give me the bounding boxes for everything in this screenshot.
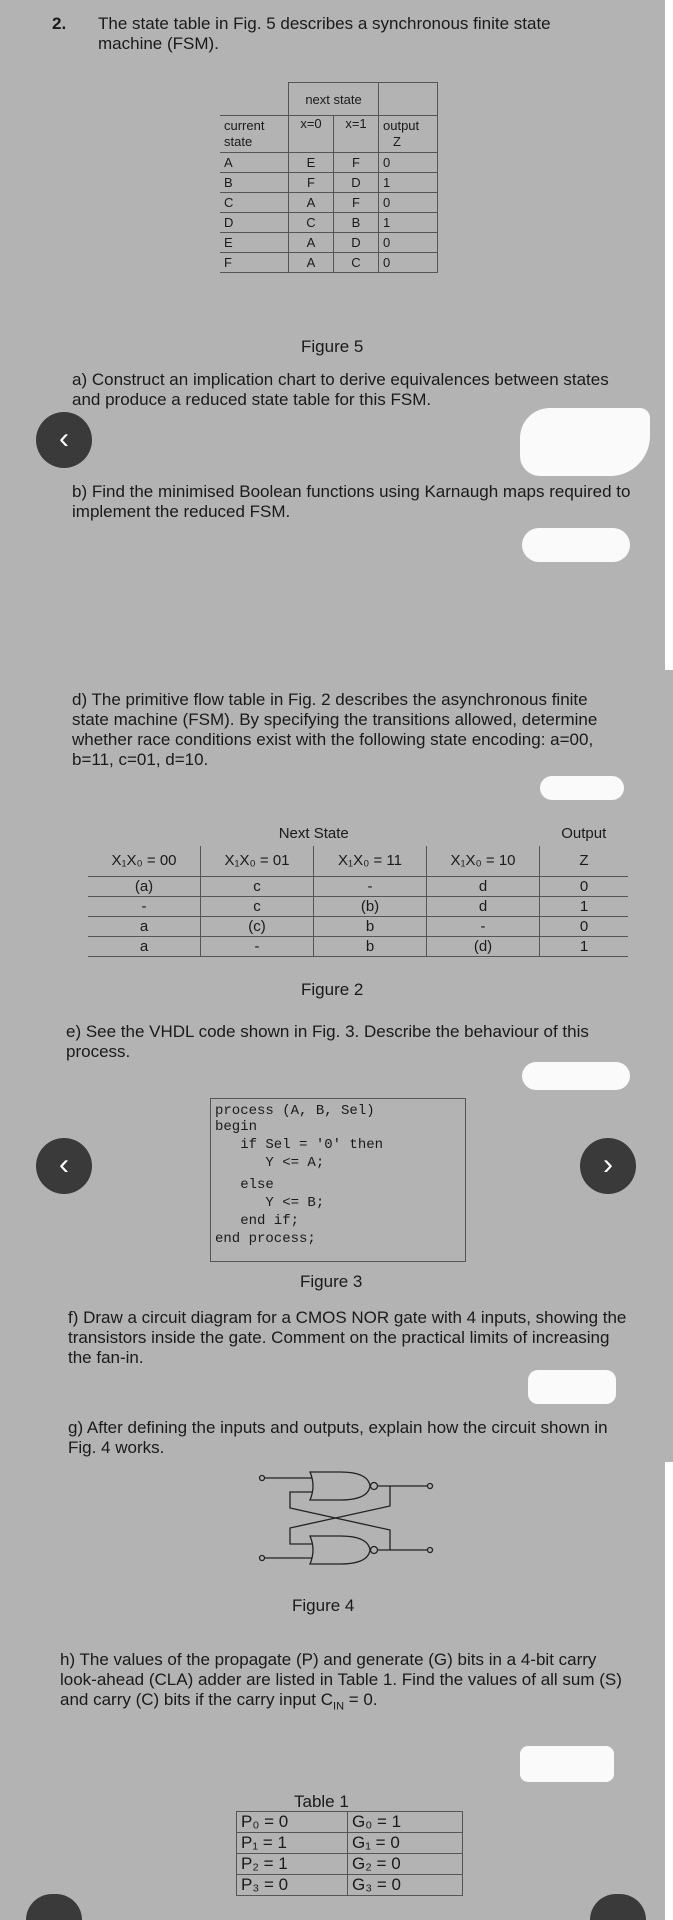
table-row: P₀ = 0 G₀ = 1 [237, 1812, 463, 1833]
prev-page-button[interactable] [36, 1138, 92, 1194]
prev-page-button[interactable] [26, 1894, 82, 1920]
x0-header: x=0 [289, 116, 334, 153]
figure-5-caption: Figure 5 [301, 337, 364, 356]
part-g-text: g) After defining the inputs and outputs, explain how the circuit shown in Fig. 4 works. [68, 1418, 608, 1457]
part-b-text: b) Find the minimised Boolean functions using Karnaugh maps required to implement the reduced FSM. [72, 482, 631, 521]
table-row: D C B 1 [220, 213, 438, 233]
table-row: E A D 0 [220, 233, 438, 253]
code-line: else [215, 1177, 274, 1193]
next-page-button[interactable] [590, 1894, 646, 1920]
redaction-scribble [520, 408, 650, 476]
table-1 [236, 1811, 463, 1896]
code-line: begin [215, 1119, 258, 1135]
figure-3-code-box [210, 1098, 466, 1262]
x1-header: x=1 [334, 116, 379, 153]
output-label: Output [561, 824, 607, 842]
figure-3-caption: Figure 3 [300, 1272, 363, 1291]
next-page-button[interactable] [580, 1138, 636, 1194]
table-row: a - b (d) 1 [88, 936, 628, 956]
chevron-left-icon: ‹ [59, 1148, 69, 1181]
redaction-scribble [540, 776, 624, 800]
figure-4-circuit [250, 1462, 450, 1582]
table-row: P₂ = 1 G₂ = 0 [237, 1854, 463, 1875]
part-a-text: a) Construct an implication chart to derive equivalences between states and produce a reduced state table for this FSM. [72, 370, 609, 409]
current-state-header: current state [220, 116, 289, 153]
code-line: process (A, B, Sel) [215, 1103, 375, 1119]
redaction-scribble [528, 1370, 616, 1404]
question-number: 2. [52, 14, 67, 33]
chevron-right-icon: › [603, 1148, 613, 1181]
column-header: X₁X₀ = 11 [314, 846, 427, 876]
table-1-caption: Table 1 [294, 1792, 349, 1811]
top-nor-gate [310, 1472, 370, 1500]
column-header: X₁X₀ = 01 [201, 846, 314, 876]
table-row: - c (b) d 1 [88, 896, 628, 916]
page-edge [665, 0, 673, 670]
table-row: a (c) b - 0 [88, 916, 628, 936]
part-d-text: d) The primitive flow table in Fig. 2 describes the asynchronous finite state machine (FSM). By specifying the transitions allowed, determine whether race conditions exist with the following state encoding: a=00, b=11, c=01, d=10. [72, 690, 598, 769]
table-row: (a) c - d 0 [88, 876, 628, 896]
prev-page-button[interactable] [36, 412, 92, 468]
next-state-header: next state [289, 83, 379, 116]
table-row: A E F 0 [220, 153, 438, 173]
redaction-scribble [522, 1062, 630, 1090]
table-row: P₃ = 0 G₃ = 0 [237, 1875, 463, 1896]
column-header: X₁X₀ = 10 [427, 846, 540, 876]
part-h-text: h) The values of the propagate (P) and generate (G) bits in a 4-bit carry look-ahead (CLA) adder are listed in Table 1. Find the values of all sum (S) and carry (C) bits if the carry input $C_{IN} = 0$. [60, 1650, 622, 1713]
code-line: end process; [215, 1231, 316, 1247]
redaction-scribble [522, 528, 630, 562]
code-line: end if; [215, 1213, 300, 1229]
bottom-nor-gate [310, 1536, 370, 1564]
output-header: output Z [379, 116, 438, 153]
page-edge [665, 1462, 673, 1920]
part-f-text: f) Draw a circuit diagram for a CMOS NOR gate with 4 inputs, showing the transistors inside the gate. Comment on the practical limits of increasing the fan-in. [68, 1308, 627, 1367]
redaction-scribble [520, 1746, 614, 1782]
table-row: B F D 1 [220, 173, 438, 193]
table-row: C A F 0 [220, 193, 438, 213]
figure-2-caption: Figure 2 [301, 980, 364, 999]
figure-5-table [220, 82, 438, 273]
column-header: X₁X₀ = 00 [88, 846, 201, 876]
next-state-label: Next State [278, 824, 349, 842]
figure-4-caption: Figure 4 [292, 1596, 355, 1615]
part-e-text: e) See the VHDL code shown in Fig. 3. Describe the behaviour of this process. [66, 1022, 589, 1061]
table-row: F A C 0 [220, 253, 438, 273]
chevron-left-icon: ‹ [59, 422, 69, 455]
figure-2-table [88, 820, 628, 957]
code-line: Y <= A; [215, 1155, 325, 1171]
table-row: P₁ = 1 G₁ = 0 [237, 1833, 463, 1854]
code-line: if Sel = '0' then [215, 1137, 384, 1153]
question-intro: The state table in Fig. 5 describes a synchronous finite state machine (FSM). [98, 14, 551, 53]
code-line: Y <= B; [215, 1195, 325, 1211]
column-header: Z [540, 846, 629, 876]
